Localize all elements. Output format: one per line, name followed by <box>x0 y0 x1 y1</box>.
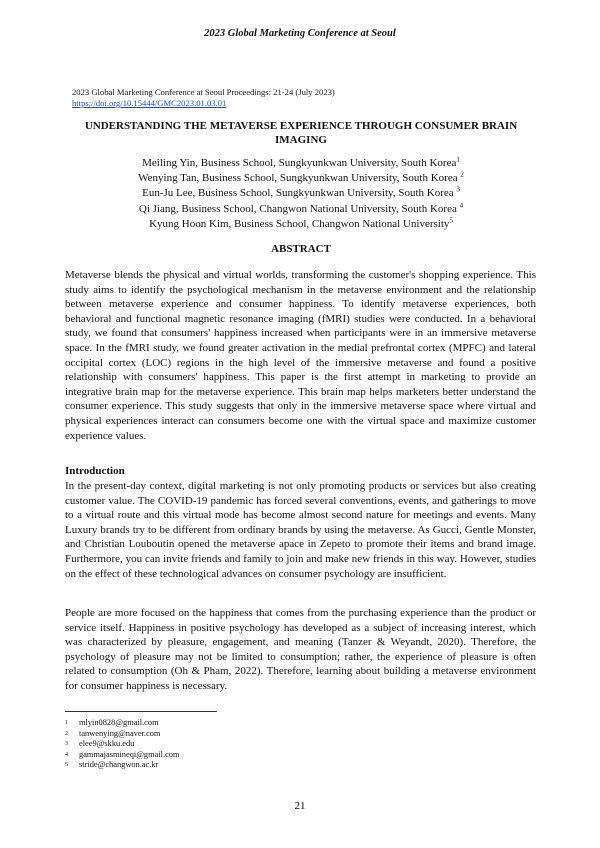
footnote-email: elee9@skku.edu <box>79 739 135 748</box>
proceedings-info <box>72 87 532 109</box>
running-header: 2023 Global Marketing Conference at Seoul <box>204 28 396 39</box>
footnote-email: gammajasmineqi@gmail.com <box>79 749 180 759</box>
footnote-divider <box>65 711 217 712</box>
introduction-paragraph: In the present-day context, digital marketing is not only promoting products or services but also creating customer value. The COVID-19 pandemic has forced several conventions, events, and gatherings to move to a virtual route and this virtual mode has become almost second nature for meetings and events. Many Luxury brands try to be different from ordinary brands by using the metaverse. As Gucci, Gentle Monster, and Christian Louboutin opened the metaverse apace in Zepeto to promote their items and brand image. Furthermore, you can invite friends and family to join and make new friends in this way. However, studies on the effect of these technological advances on consumer psychology are insufficient. <box>65 480 536 580</box>
proceedings-citation: 2023 Global Marketing Conference at Seoul Proceedings: 21-24 (July 2023) <box>72 87 335 97</box>
page-number: 21 <box>294 800 306 812</box>
doi-link[interactable]: https://doi.org/10.15444/GMC2023.01.03.01 <box>72 98 227 108</box>
abstract-text: Metaverse blends the physical and virtual worlds, transforming the customer's shopping experience. This study aims to identify the psychological mechanism in the metaverse environment and the relationship between metaverse experience and consumer happiness. To identify metaverse experiences, both behavioral and functional magnetic resonance imaging (fMRI) studies were conducted. In a behavioral study, we found that consumers' happiness increased when participants were in an immersive metaverse space. In the fMRI study, we found greater activation in the medial prefrontal cortex (MPFC) and lateral occipital cortex (LOC) regions in the high level of the immersive metaverse and found a positive relationship with consumers' happiness. This paper is the first attempt in marketing to provide an integrative brain map for the metaverse experience. This brain map helps marketers better understand the consumer experience. This study suggests that only in the immersive metaverse space where virtual and physical experiences interact can consumers become one with the virtual space and maximize customer experience values. <box>65 269 536 442</box>
author-line: Qi Jiang, Business School, Changwon National University, South Korea $^4$ <box>138 200 464 215</box>
footnote: 4 gammajasmineqi@gmail.com <box>65 749 180 759</box>
author-line: Meiling Yin, Business School, Sungkyunkwan University, South Korea$^1$ <box>142 155 460 169</box>
footnote: 1 mlyin0828@gmail.com <box>65 718 159 727</box>
footnote-email: mlyin0828@gmail.com <box>79 718 159 727</box>
footnote: 3 elee9@skku.edu <box>65 739 135 748</box>
introduction-heading: Introduction <box>65 465 125 477</box>
author-line: Eun-Ju Lee, Business School, Sungkyunkwan University, South Korea $^3$ <box>142 185 460 200</box>
paper-title: UNDERSTANDING THE METAVERSE EXPERIENCE THROUGH CONSUMER BRAIN IMAGING <box>84 120 518 146</box>
introduction-paragraph: People are more focused on the happiness that comes from the purchasing experience than the product or service itself. Happiness in positive psychology has developed as a subject of increasing interest, which was characterized by pleasure, engagement, and meaning (Tanzer & Weyandt, 2020). Therefore, the psychology of pleasure may not be limited to consumption; rather, the experience of pleasure is often related to consumption (Oh & Pham, 2022). Therefore, learning about building a metaverse environment for consumer happiness is necessary. <box>65 607 536 692</box>
author-list <box>72 156 530 232</box>
footnote: 5 stride@changwon.ac.kr <box>65 760 159 769</box>
author-line: Kyung Hoon Kim, Business School, Changwon National University$^5$ <box>149 216 453 230</box>
footnote-email: stride@changwon.ac.kr <box>79 760 159 769</box>
footnote: 2 tanwenying@naver.com <box>65 728 161 738</box>
footnotes <box>65 718 180 771</box>
abstract-heading: ABSTRACT <box>271 243 331 255</box>
footnote-email: tanwenying@naver.com <box>79 728 161 738</box>
author-line: Wenying Tan, Business School, Sungkyunkwan University, South Korea $^2$ <box>138 170 464 185</box>
